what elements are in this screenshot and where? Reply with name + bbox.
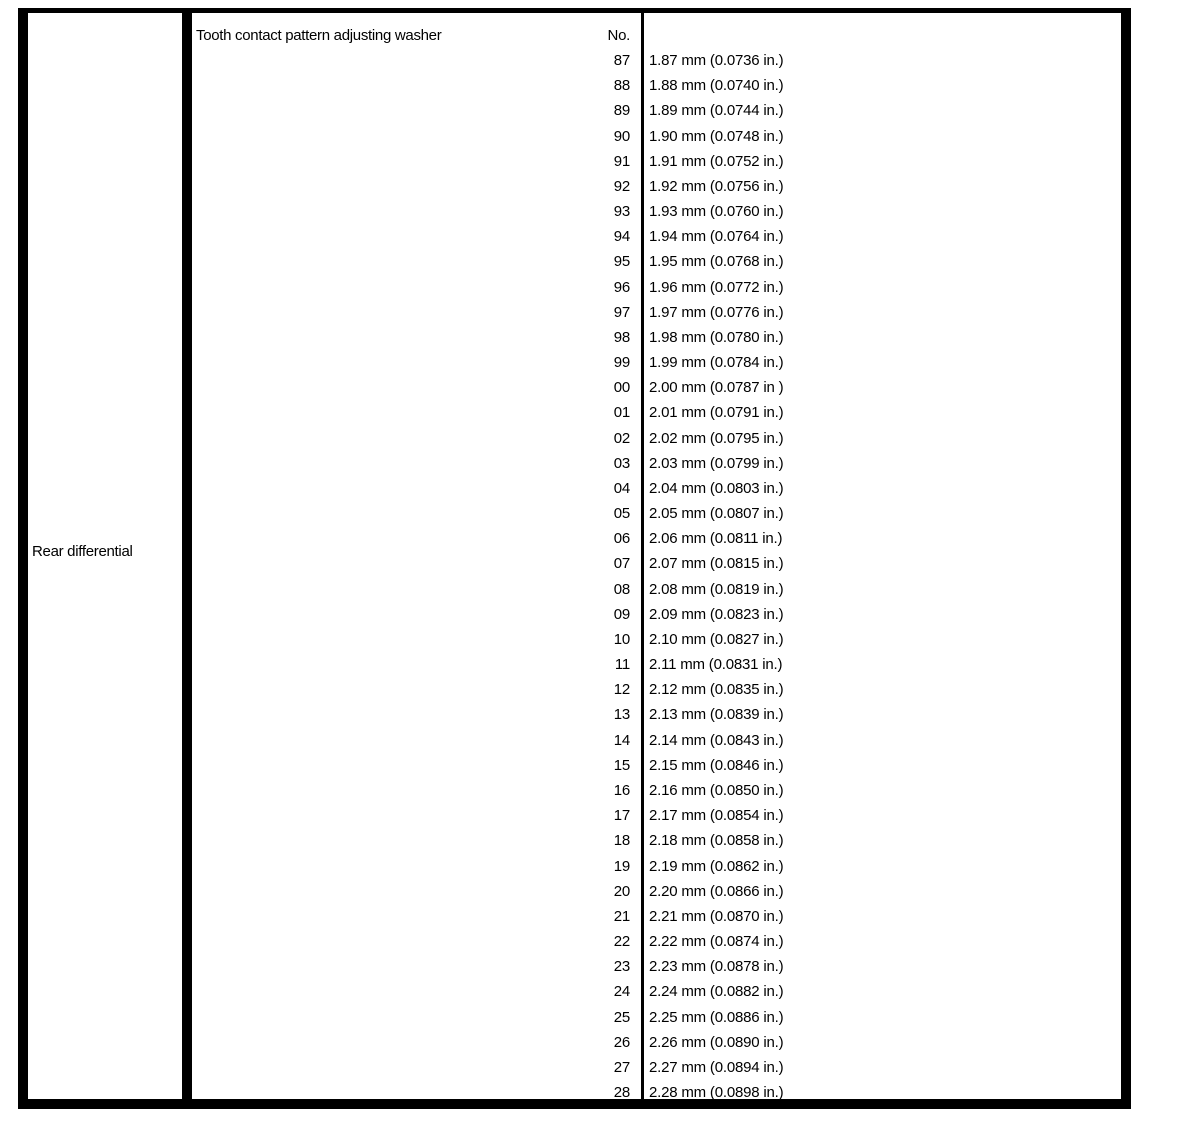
table-row — [588, 228, 1128, 253]
washer-thickness: 2.20 mm (0.0866 in.) — [649, 882, 784, 900]
washer-number: 87 — [613, 52, 630, 69]
washer-thickness: 2.23 mm (0.0878 in.) — [649, 958, 784, 976]
washer-thickness: 2.25 mm (0.0886 in.) — [649, 1008, 784, 1026]
washer-number: 15 — [613, 756, 630, 774]
washer-thickness: 1.99 mm (0.0784 in.) — [649, 354, 784, 372]
table-row — [588, 505, 1128, 530]
washer-number: 24 — [613, 983, 630, 1001]
washer-thickness: 2.08 mm (0.0819 in.) — [649, 580, 784, 598]
washer-thickness: 1.96 mm (0.0772 in.) — [649, 278, 784, 296]
washer-thickness: 2.13 mm (0.0839 in.) — [649, 706, 784, 724]
section-label: Rear differential — [32, 543, 133, 560]
washer-number: 89 — [613, 102, 630, 120]
table-row — [588, 1084, 1128, 1109]
table-row — [588, 530, 1128, 555]
washer-thickness: 1.88 mm (0.0740 in.) — [649, 77, 784, 95]
washer-thickness: 2.17 mm (0.0854 in.) — [649, 807, 784, 825]
washer-thickness: 1.93 mm (0.0760 in.) — [649, 203, 784, 221]
table-row — [588, 203, 1128, 228]
washer-thickness: 2.00 mm (0.0787 in ) — [649, 379, 784, 397]
table-row — [588, 656, 1128, 681]
washer-number: 06 — [613, 530, 630, 548]
washer-thickness: 2.27 mm (0.0894 in.) — [649, 1058, 784, 1076]
washer-number: 91 — [613, 152, 630, 170]
washer-thickness: 1.97 mm (0.0776 in.) — [649, 303, 784, 321]
washer-number: 23 — [613, 958, 630, 976]
table-row — [588, 858, 1128, 883]
washer-number: 18 — [613, 832, 630, 850]
washer-number: 11 — [614, 656, 630, 674]
washer-thickness: 2.06 mm (0.0811 in.) — [649, 530, 783, 548]
spec-table — [18, 8, 1131, 1109]
table-row — [588, 883, 1128, 908]
washer-thickness: 1.90 mm (0.0748 in.) — [649, 127, 784, 145]
washer-number: 13 — [613, 706, 630, 724]
table-row — [588, 782, 1128, 807]
table-row — [588, 1034, 1128, 1059]
washer-number: 21 — [613, 907, 630, 925]
table-row — [588, 279, 1128, 304]
washer-thickness: 2.18 mm (0.0858 in.) — [649, 832, 784, 850]
washer-thickness: 1.98 mm (0.0780 in.) — [649, 328, 784, 346]
table-row — [588, 77, 1128, 102]
washer-number: 26 — [613, 1033, 630, 1051]
washer-number: 27 — [613, 1058, 630, 1076]
washer-thickness: 2.05 mm (0.0807 in.) — [649, 505, 784, 523]
washer-number: 03 — [613, 454, 630, 472]
washer-thickness: 2.16 mm (0.0850 in.) — [649, 781, 784, 799]
washer-number: 97 — [613, 303, 630, 321]
washer-number: 01 — [613, 404, 630, 422]
washer-number: 04 — [613, 479, 630, 497]
washer-thickness: 2.09 mm (0.0823 in.) — [649, 605, 784, 623]
washer-number: 28 — [613, 1084, 630, 1102]
washer-thickness: 1.89 mm (0.0744 in.) — [649, 102, 784, 120]
table-row — [588, 379, 1128, 404]
table-row — [588, 253, 1128, 278]
washer-number: 09 — [613, 605, 630, 623]
washer-number: 05 — [613, 505, 630, 523]
table-row — [588, 606, 1128, 631]
washer-thickness: 2.24 mm (0.0882 in.) — [649, 983, 784, 1001]
table-row — [588, 455, 1128, 480]
table-row — [588, 304, 1128, 329]
washer-thickness: 2.26 mm (0.0890 in.) — [649, 1033, 784, 1051]
washer-number: 90 — [613, 127, 630, 145]
washer-number: 07 — [613, 555, 630, 573]
number-column-header: No. — [607, 27, 630, 44]
washer-number: 08 — [613, 580, 630, 598]
washer-number: 16 — [613, 781, 630, 799]
washer-number: 19 — [613, 857, 630, 875]
washer-thickness: 2.01 mm (0.0791 in.) — [649, 404, 784, 422]
table-row — [588, 757, 1128, 782]
table-row — [588, 732, 1128, 757]
washer-number: 96 — [613, 278, 630, 296]
table-row — [588, 832, 1128, 857]
washer-thickness: 1.95 mm (0.0768 in.) — [649, 253, 784, 271]
washer-thickness: 2.28 mm (0.0898 in.) — [649, 1084, 784, 1102]
washer-thickness: 2.11 mm (0.0831 in.) — [649, 656, 783, 674]
washer-number: 25 — [613, 1008, 630, 1026]
washer-number: 00 — [613, 379, 630, 397]
washer-thickness: 2.03 mm (0.0799 in.) — [649, 454, 784, 472]
column-divider — [182, 13, 192, 1099]
washer-thickness: 2.04 mm (0.0803 in.) — [649, 479, 784, 497]
washer-thickness: 2.15 mm (0.0846 in.) — [649, 756, 784, 774]
washer-thickness: 2.12 mm (0.0835 in.) — [649, 681, 784, 699]
washer-number: 14 — [613, 731, 630, 749]
table-row — [588, 933, 1128, 958]
washer-size-list — [588, 52, 1128, 1109]
table-row — [588, 631, 1128, 656]
table-row — [588, 354, 1128, 379]
table-row — [588, 102, 1128, 127]
table-row — [588, 404, 1128, 429]
washer-number: 17 — [613, 807, 630, 825]
table-row — [588, 555, 1128, 580]
washer-thickness: 2.19 mm (0.0862 in.) — [649, 857, 784, 875]
washer-thickness: 1.92 mm (0.0756 in.) — [649, 177, 784, 195]
washer-thickness: 1.94 mm (0.0764 in.) — [649, 228, 784, 246]
washer-thickness: 1.87 mm (0.0736 in.) — [649, 52, 784, 69]
washer-number: 12 — [613, 681, 630, 699]
table-row — [588, 128, 1128, 153]
washer-thickness: 2.22 mm (0.0874 in.) — [649, 933, 784, 951]
table-row — [588, 908, 1128, 933]
washer-number: 10 — [613, 630, 630, 648]
table-row — [588, 581, 1128, 606]
washer-number: 93 — [613, 203, 630, 221]
washer-number: 95 — [613, 253, 630, 271]
table-row — [588, 178, 1128, 203]
washer-number: 02 — [613, 429, 630, 447]
washer-thickness: 2.07 mm (0.0815 in.) — [649, 555, 784, 573]
washer-number: 22 — [613, 933, 630, 951]
washer-number: 92 — [613, 177, 630, 195]
table-row — [588, 958, 1128, 983]
table-row — [588, 681, 1128, 706]
table-row — [588, 480, 1128, 505]
table-row — [588, 807, 1128, 832]
table-row — [588, 706, 1128, 731]
washer-thickness: 2.14 mm (0.0843 in.) — [649, 731, 784, 749]
table-row — [588, 430, 1128, 455]
washer-thickness: 1.91 mm (0.0752 in.) — [649, 152, 784, 170]
table-row — [588, 983, 1128, 1008]
washer-number: 99 — [613, 354, 630, 372]
washer-number: 94 — [613, 228, 630, 246]
washer-number: 20 — [613, 882, 630, 900]
part-name-label: Tooth contact pattern adjusting washer — [196, 27, 442, 44]
table-row — [588, 52, 1128, 77]
washer-thickness: 2.02 mm (0.0795 in.) — [649, 429, 784, 447]
washer-number: 88 — [613, 77, 630, 95]
washer-number: 98 — [613, 328, 630, 346]
table-row — [588, 153, 1128, 178]
table-row — [588, 1059, 1128, 1084]
washer-thickness: 2.21 mm (0.0870 in.) — [649, 907, 784, 925]
table-row — [588, 1009, 1128, 1034]
table-row — [588, 329, 1128, 354]
washer-thickness: 2.10 mm (0.0827 in.) — [649, 630, 784, 648]
